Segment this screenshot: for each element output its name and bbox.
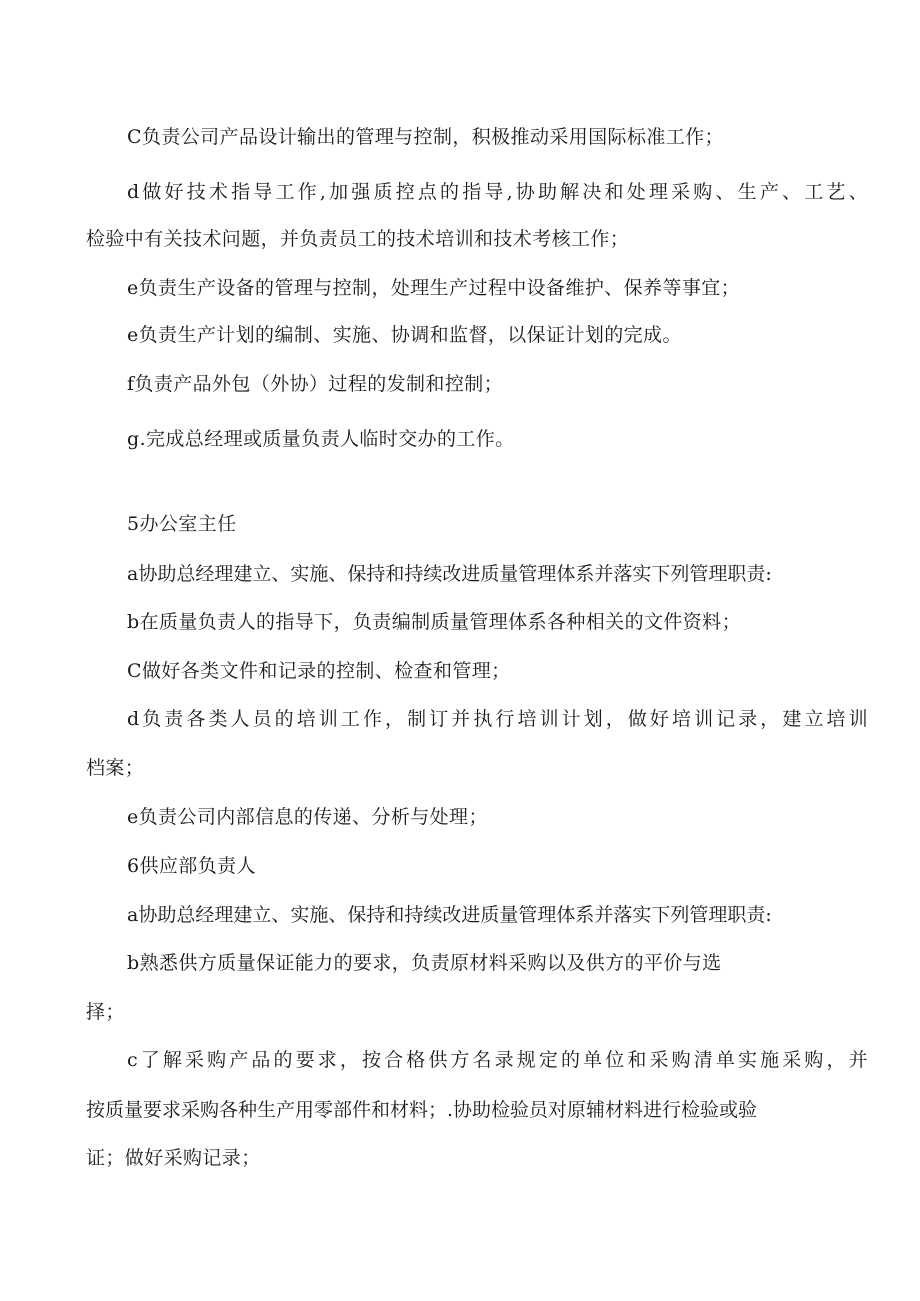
text-line-e-equipment: e负责生产设备的管理与控制，处理生产过程中设备维护、保养等事宜； <box>127 277 741 299</box>
text-line-b-supplier: b熟悉供方质量保证能力的要求，负责原材料采购以及供方的平价与选 <box>127 952 722 974</box>
text-line-selection: 择； <box>86 1001 125 1023</box>
text-line-c-records: C做好各类文件和记录的控制、检查和管理； <box>127 660 511 682</box>
text-line-c-purchasing: c了解采购产品的要求，按合格供方名录规定的单位和采购清单实施采购，并 <box>127 1049 868 1071</box>
text-line-a-assist-gm-2: a协助总经理建立、实施、保持和持续改进质量管理体系并落实下列管理职责: <box>127 904 772 926</box>
text-line-a-assist-gm: a协助总经理建立、实施、保持和持续改进质量管理体系并落实下列管理职责: <box>127 563 772 585</box>
section-heading-supply-head: 6供应部负责人 <box>127 855 256 877</box>
text-line-inspection-issues: 检验中有关技术问题，并负责员工的技术培训和技术考核工作； <box>86 228 630 250</box>
text-line-e-information: e负责公司内部信息的传递、分析与处理； <box>127 806 488 828</box>
text-line-purchase-records: 证；做好采购记录； <box>86 1147 261 1169</box>
text-line-e-production-plan: e负责生产计划的编制、实施、协调和监督，以保证计划的完成。 <box>127 324 682 346</box>
text-line-d-technical-guidance: d做好技术指导工作,加强质控点的指导,协助解决和处理采购、生产、工艺、 <box>127 181 868 203</box>
text-line-f-outsourcing: f负责产品外包（外协）过程的发制和控制； <box>127 373 504 395</box>
text-line-archive: 档案； <box>86 757 145 779</box>
text-line-quality-purchase: 按质量要求采购各种生产用零部件和材料；.协助检验员对原辅材料进行检验或验 <box>86 1099 758 1121</box>
text-line-b-documents: b在质量负责人的指导下，负责编制质量管理体系各种相关的文件资料； <box>127 611 741 633</box>
text-line-d-training: d负责各类人员的培训工作，制订并执行培训计划，做好培训记录，建立培训 <box>127 708 868 730</box>
section-heading-office-director: 5办公室主任 <box>127 513 237 535</box>
text-line-g-assigned-work: g.完成总经理或质量负责人临时交办的工作。 <box>127 428 515 450</box>
text-line-c-design-output: C负责公司产品设计输出的管理与控制，积极推动采用国际标准工作； <box>127 126 724 148</box>
